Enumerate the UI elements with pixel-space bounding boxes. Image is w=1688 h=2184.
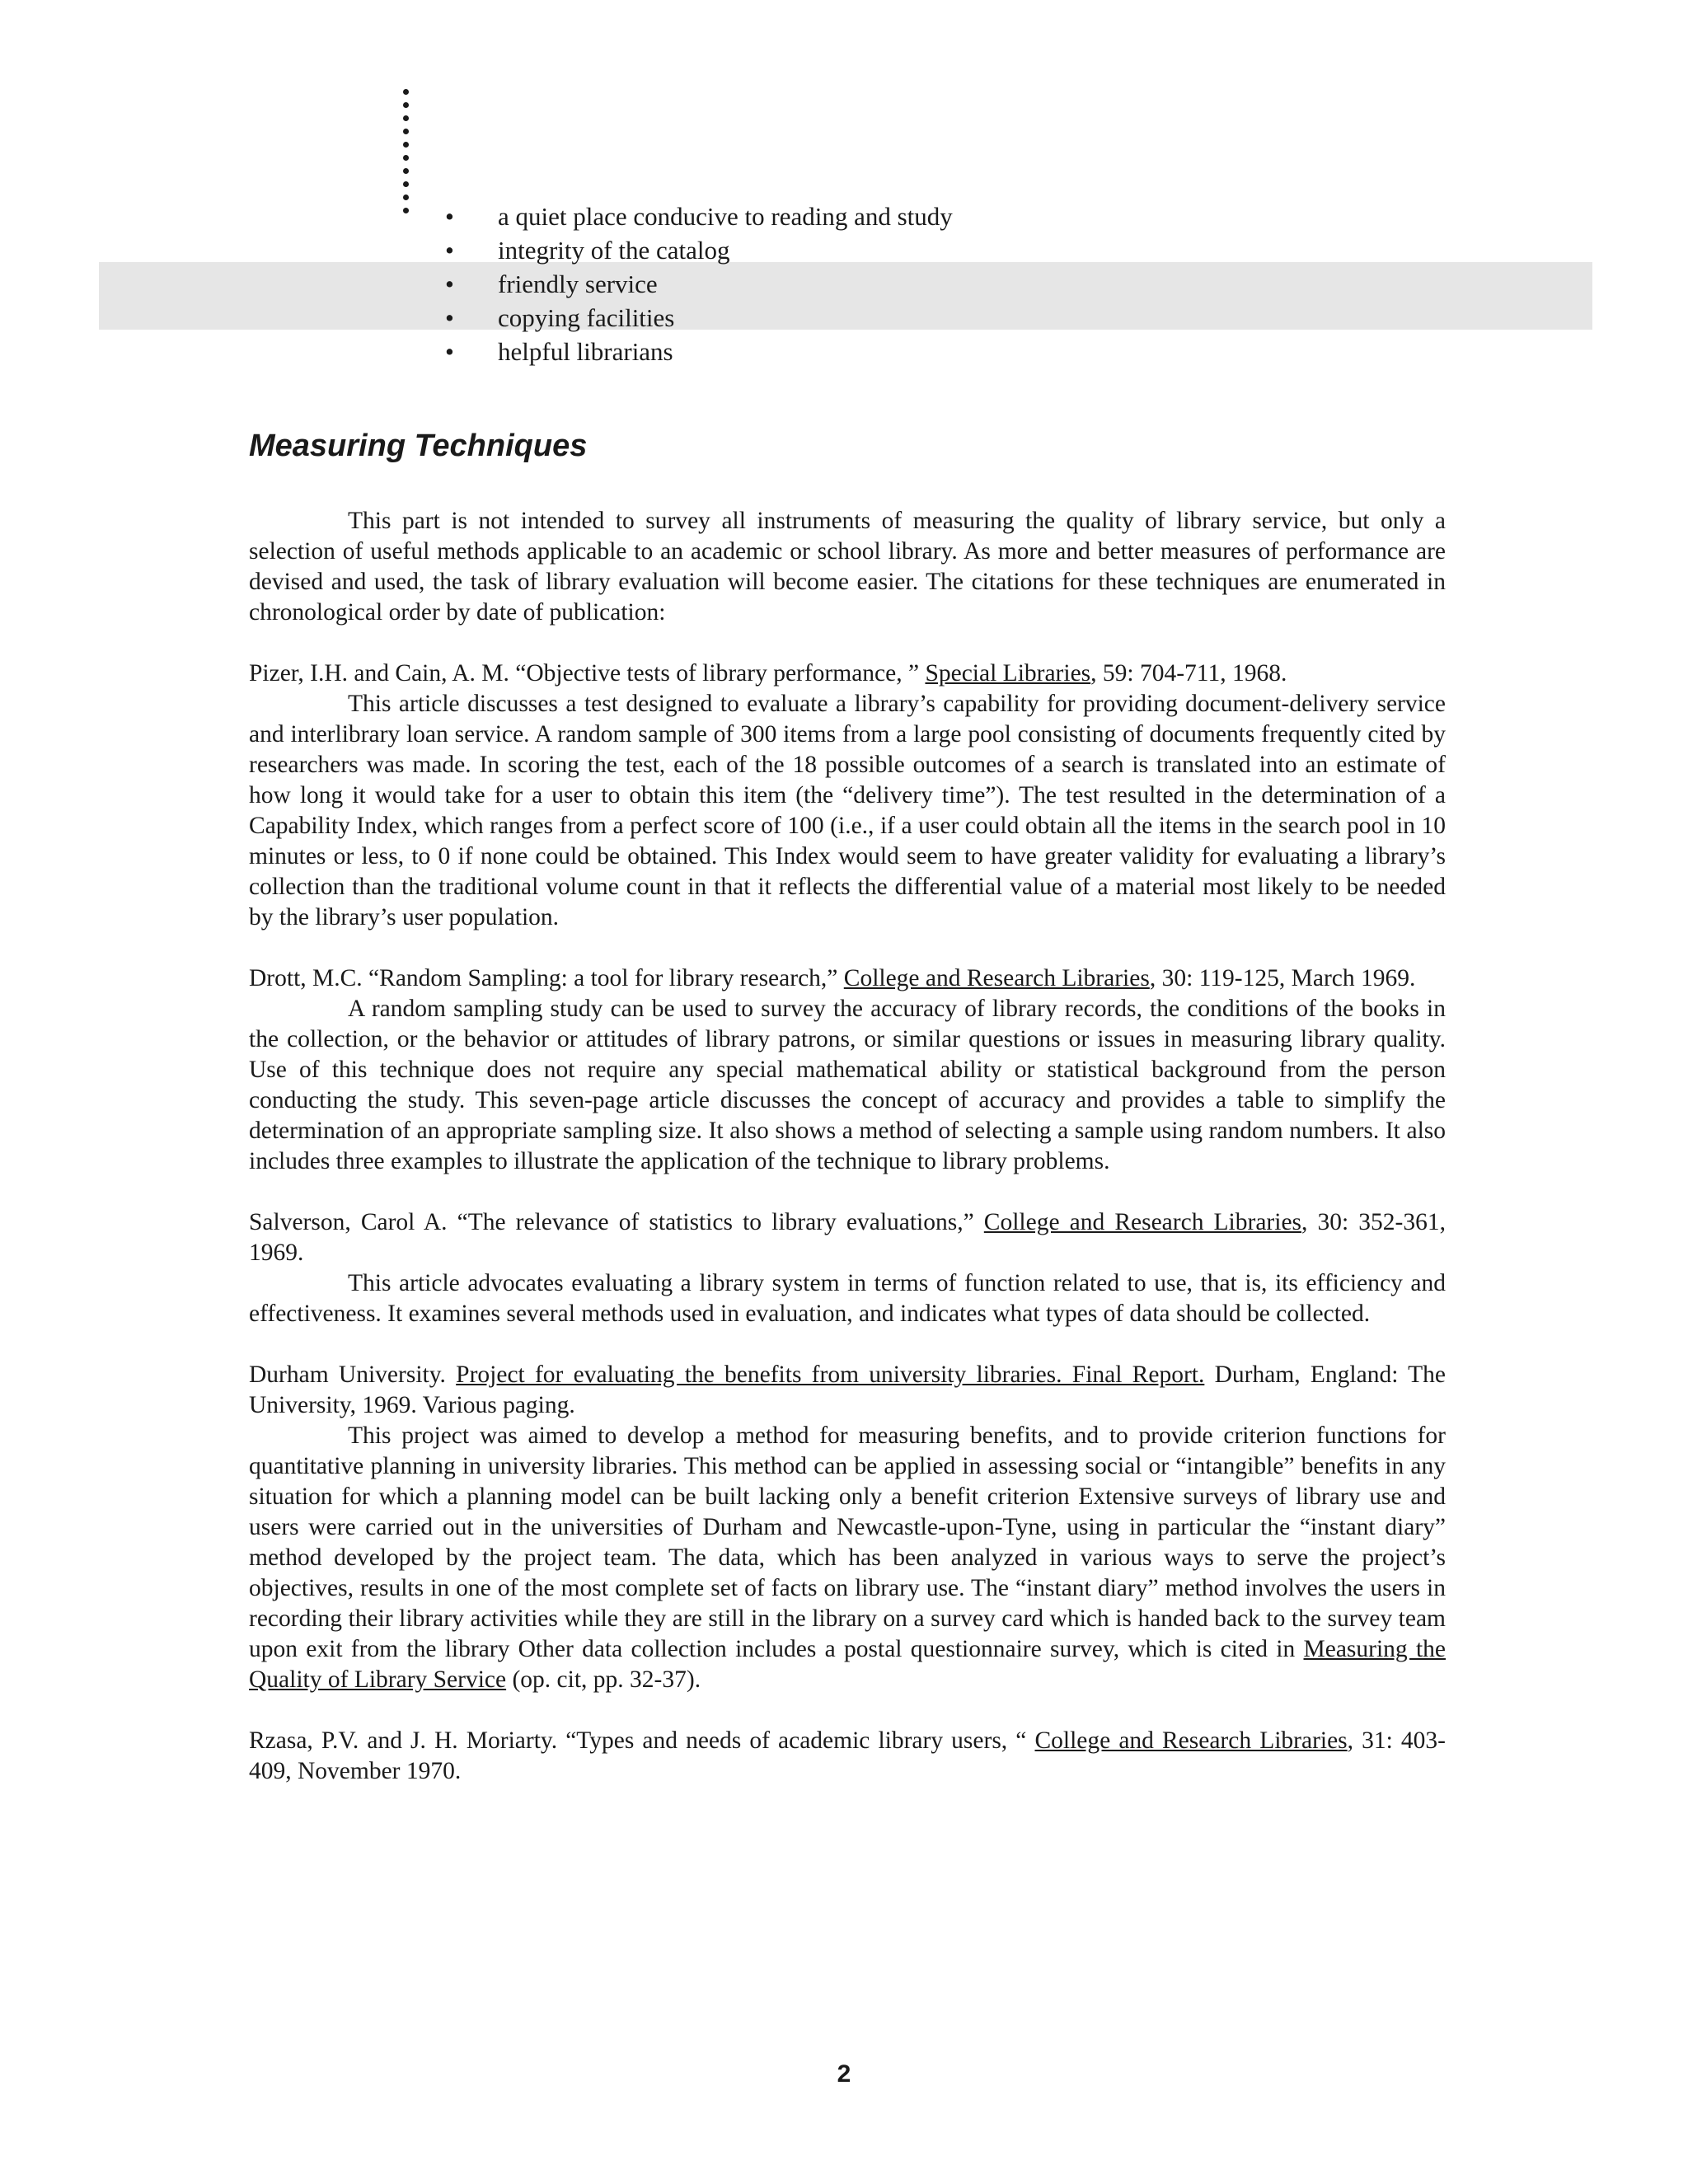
list-item-text: helpful librarians bbox=[498, 337, 673, 366]
citation-text: Durham University. bbox=[249, 1361, 457, 1388]
citation-text: Salverson, Carol A. “The relevance of statistics to library evaluations,” bbox=[249, 1209, 984, 1235]
dot bbox=[403, 155, 409, 161]
citation-text: , 30: 119-125, March 1969. bbox=[1149, 965, 1416, 991]
section-heading: Measuring Techniques bbox=[249, 429, 588, 463]
dot bbox=[403, 208, 409, 213]
cited-work-title: Measuring the Quality of Library Service bbox=[249, 1636, 1446, 1693]
abstract-text: This project was aimed to develop a method for measuring benefits, and to provide criterion functions for quantitative planning in university libraries. This method can be applied in assessing social or “intangible” benefits in any situation for which a planning model can be built lacking only a benefit criterion Extensive surveys of library use and users were carried out in the universities of Durham and Newcastle-upon-Tyne, using in particular the “instant diary” method developed by the project team. The data, which has been analyzed in various ways to serve the project’s objectives, results in one of the most complete set of facts on library use. The “instant diary” method involves the users in recording their library activities while they are still in the library on a survey card which is handed back to the survey team upon exit from the library Other data collection includes a postal questionnaire survey, which is cited in bbox=[249, 1422, 1446, 1662]
dot bbox=[403, 194, 409, 200]
dot bbox=[403, 181, 409, 187]
dot bbox=[403, 102, 409, 108]
dot bbox=[403, 129, 409, 134]
reference-citation bbox=[249, 1726, 1446, 1787]
reference-citation bbox=[249, 658, 1446, 689]
bullet-icon: • bbox=[445, 337, 454, 366]
reference-citation bbox=[249, 1360, 1446, 1421]
bullet-icon: • bbox=[445, 269, 454, 298]
citation-text: , 30: 352-361, 1969. bbox=[249, 1209, 1446, 1266]
reference-abstract: This article discusses a test designed to evaluate a library’s capability for providing document-delivery service and interlibrary loan service. A random sample of 300 items from a large pool consisting of documents frequently cited by researchers was made. In scoring the test, each of the 18 possible outcomes of a search is translated into an estimate of how long it would take for a user to obtain this item (the “delivery time”). The test resulted in the determination of a Capability Index, which ranges from a perfect score of 100 (i.e., if a user could obtain all the items in the search pool in 10 minutes or less, to 0 if none could be obtained. This Index would seem to have greater validity for evaluating a library’s collection than the traditional volume count in that it reflects the differential value of a material most likely to be needed by the library’s user population. bbox=[249, 691, 1446, 930]
list-item bbox=[445, 199, 953, 233]
list-item bbox=[445, 335, 953, 368]
list-item bbox=[445, 233, 953, 267]
bullet-icon: • bbox=[445, 236, 454, 265]
document-body bbox=[249, 506, 1446, 1787]
page-number: 2 bbox=[837, 2060, 851, 2088]
dot bbox=[403, 89, 409, 95]
dot bbox=[403, 142, 409, 148]
citation-text: Pizer, I.H. and Cain, A. M. “Objective tests of library performance, ” bbox=[249, 660, 926, 687]
reference-abstract bbox=[249, 1421, 1446, 1695]
citation-text: Durham, England: The University, 1969. Various paging. bbox=[249, 1361, 1446, 1418]
list-item bbox=[445, 267, 953, 301]
reference-citation bbox=[249, 963, 1446, 994]
citation-source-title: Special Libraries bbox=[925, 660, 1091, 687]
reference-abstract: This article advocates evaluating a library system in terms of function related to use, that is, its efficiency and effectiveness. It examines several methods used in evaluation, and indicates what types of data should be collected. bbox=[249, 1270, 1446, 1327]
citation-text: Drott, M.C. “Random Sampling: a tool for library research,” bbox=[249, 965, 844, 991]
citation-source-title: College and Research Libraries bbox=[983, 1209, 1302, 1235]
citation-source-title: College and Research Libraries bbox=[843, 965, 1150, 991]
list-item bbox=[445, 301, 953, 335]
service-bullet-list bbox=[445, 199, 953, 368]
citation-source-title: College and Research Libraries bbox=[1034, 1727, 1348, 1754]
dot bbox=[403, 168, 409, 174]
dot bbox=[403, 115, 409, 121]
citation-source-title: Project for evaluating the benefits from university libraries. Final Report. bbox=[456, 1361, 1205, 1388]
list-item-text: copying facilities bbox=[498, 303, 675, 332]
citation-text: , 31: 403-409, November 1970. bbox=[249, 1727, 1446, 1784]
abstract-text: (op. cit, pp. 32-37). bbox=[506, 1666, 701, 1693]
bullet-icon: • bbox=[445, 202, 454, 231]
vertical-dot-leader bbox=[403, 89, 411, 221]
bullet-icon: • bbox=[445, 303, 454, 332]
intro-paragraph: This part is not intended to survey all instruments of measuring the quality of library service, but only a selection of useful methods applicable to an academic or school library. As more and better measures of performance are devised and used, the task of library evaluation will become easier. The citations for these techniques are enumerated in chronological order by date of publication: bbox=[249, 508, 1446, 626]
reference-citation bbox=[249, 1207, 1446, 1268]
citation-text: Rzasa, P.V. and J. H. Moriarty. “Types and needs of academic library users, “ bbox=[249, 1727, 1035, 1754]
list-item-text: friendly service bbox=[498, 269, 658, 298]
reference-abstract: A random sampling study can be used to survey the accuracy of library records, the conditions of the books in the collection, or the behavior or attitudes of library patrons, or similar questions or issues in measuring library quality. Use of this technique does not require any special mathematical ability or statistical background from the person conducting the study. This seven-page article discusses the concept of accuracy and provides a table to simplify the determination of an appropriate sampling size. It also shows a method of selecting a sample using random numbers. It also includes three examples to illustrate the application of the technique to library problems. bbox=[249, 996, 1446, 1174]
citation-text: , 59: 704-711, 1968. bbox=[1090, 660, 1287, 687]
list-item-text: integrity of the catalog bbox=[498, 236, 730, 265]
list-item-text: a quiet place conducive to reading and study bbox=[498, 202, 953, 231]
